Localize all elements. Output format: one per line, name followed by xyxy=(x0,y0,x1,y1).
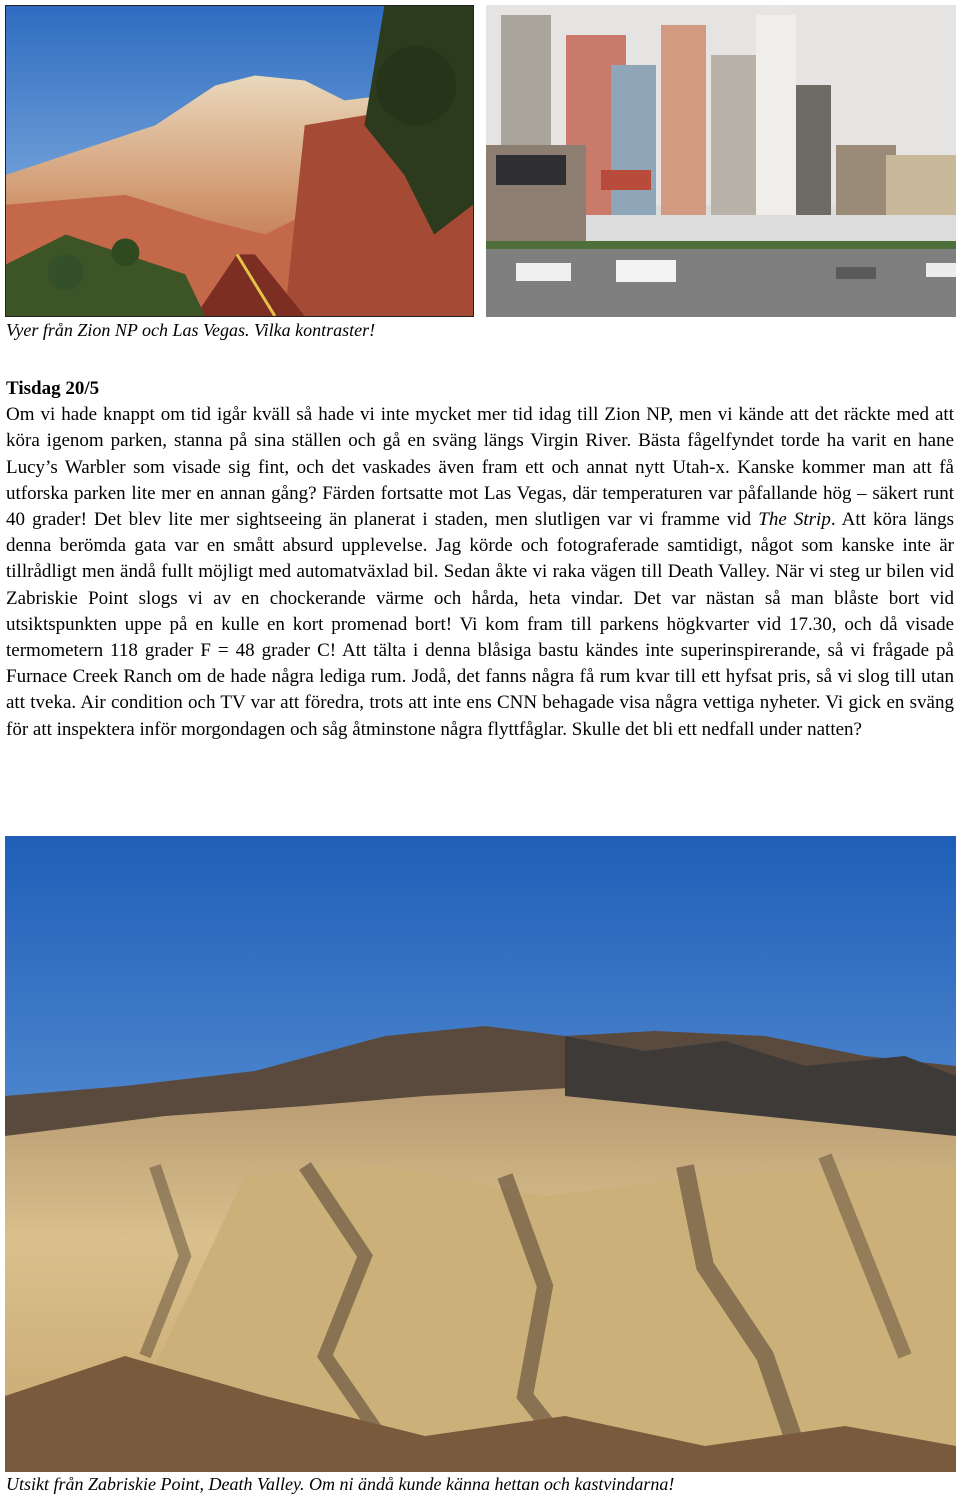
the-strip-italic: The Strip xyxy=(758,509,831,531)
top-photo-caption: Vyer från Zion NP och Las Vegas. Vilka kontraster! xyxy=(6,320,376,340)
las-vegas-strip-image xyxy=(486,5,956,317)
entry-text-part-1: Om vi hade knappt om tid igår kväll så hade vi inte mycket mer tid idag till Zion NP, men vi kände att det räckte med att köra igenom parken, stanna på sina ställen och gå en sväng längs Virgin River. Bästa fågelfyndet torde ha varit en hane Lucy’s Warbler som visade sig fint, och det vaskades även fram ett och annat nytt Utah-x. Kanske kommer man att få utforska parken lite mer en annan gång? Färden fortsatte mot Las Vegas, där temperaturen var påfallande hög – säkert runt 40 grader! Det blev lite mer sightseeing än planerat i staden, men slutligen var vi framme vid xyxy=(6,404,954,531)
death-valley-badlands-image xyxy=(5,836,956,1472)
entry-body-text xyxy=(6,402,954,743)
zabriskie-point-photo xyxy=(5,836,956,1472)
entry-text-part-2: . Att köra längs denna berömda gata var en smått absurd upplevelse. Jag körde och fotograferade samtidigt, något som kanske inte är tillrådligt men ändå fullt möjligt med automatväxlad bil. Sedan åkte vi raka vägen till Death Valley. När vi steg ur bilen vid Zabriskie Point slogs vi av en chockerande värme och hårda, heta vindar. Det var nästan så man blåste bort vid utsiktspunkten uppe på en kulle en kort promenad bort! Vi kom fram till parkens högkvarter vid 17.30, och då visade termometern 118 grader F = 48 grader C! Att tälta i denna blåsiga bastu kändes inte superinspirerande, så vi frågade på Furnace Creek Ranch om de hade några lediga rum. Jodå, det fanns några få rum kvar till ett hyfsat pris, så vi slog till utan att tveka. Air condition och TV var att föredra, trots att inte ens CNN behagade visa några vettiga nyheter. Vi gick en sväng för att inspektera inför morgondagen och såg åtminstone några flyttfåglar. Skulle det bli ett nedfall under natten? xyxy=(6,509,954,740)
bottom-photo-caption: Utsikt från Zabriskie Point, Death Valley. Om ni ändå kunde känna hettan och kastvindarna! xyxy=(6,1474,675,1494)
las-vegas-photo xyxy=(486,5,956,317)
diary-entry xyxy=(6,376,954,743)
zion-photo xyxy=(5,5,474,317)
entry-date-heading: Tisdag 20/5 xyxy=(6,378,100,399)
zion-landscape-image xyxy=(6,6,473,316)
